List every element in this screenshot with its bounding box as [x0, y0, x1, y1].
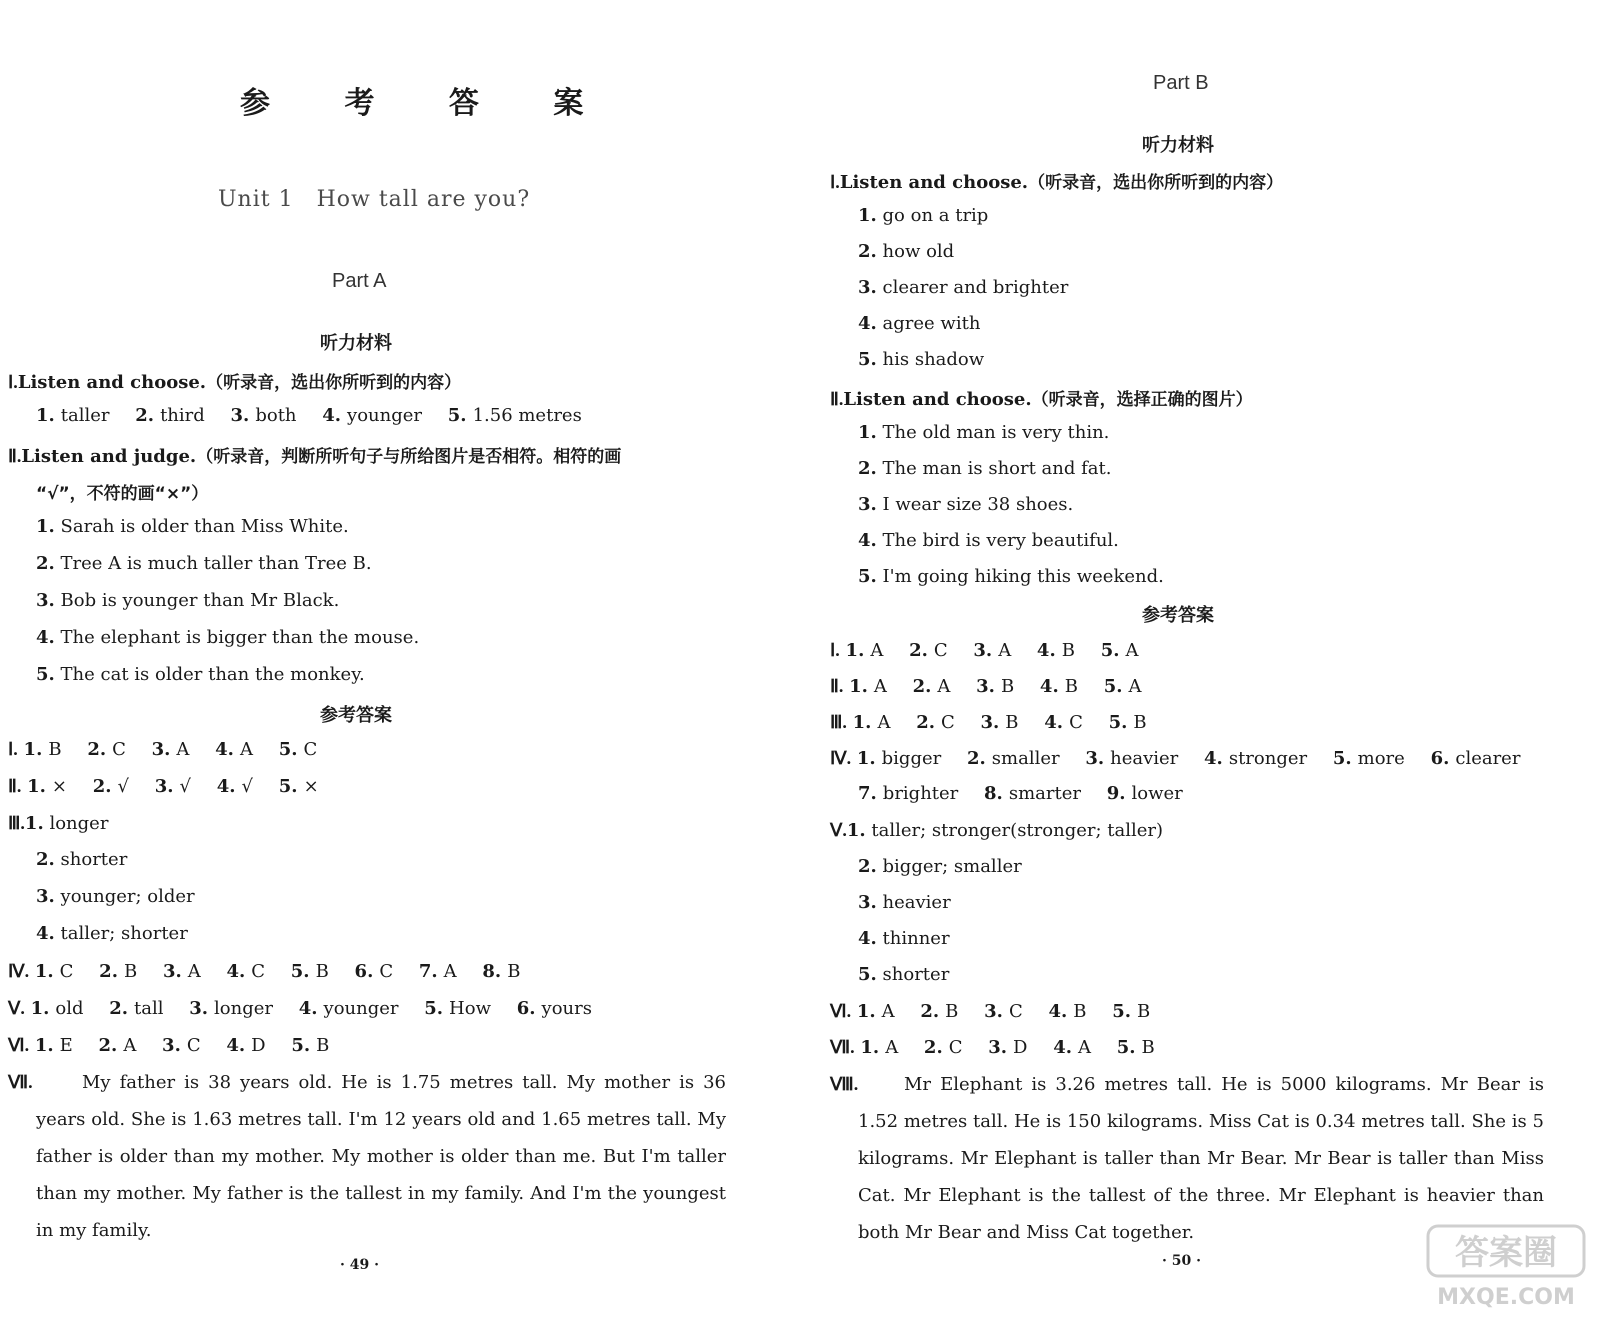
list-item: 3. Bob is younger than Mr Black.	[36, 590, 340, 611]
list-item: 1. go on a trip	[858, 205, 989, 226]
list-item: 2. how old	[858, 241, 955, 262]
answer-row-2: Ⅱ. 1. × 2. √ 3. √ 4. √ 5. ×	[8, 776, 319, 797]
list-item: 1. taller	[36, 405, 110, 426]
listening-heading: 听力材料	[320, 333, 392, 354]
answer-row-7-label: Ⅶ.	[8, 1072, 33, 1092]
list-item: 4. The elephant is bigger than the mouse.	[36, 627, 420, 648]
list-item: 2. The man is short and fat.	[858, 458, 1112, 479]
answer-row-3: Ⅲ.1. longer	[8, 813, 109, 834]
answer-row-6: Ⅵ. 1. E 2. A 3. C 4. D 5. B	[8, 1035, 330, 1056]
answer-row-4: Ⅳ. 1. bigger 2. smaller 3. heavier 4. stronger 5. more 6. clearer	[830, 748, 1521, 769]
list-item: 4. The bird is very beautiful.	[858, 530, 1119, 551]
answer-row-1: Ⅰ. 1. A 2. C 3. A 4. B 5. A	[830, 640, 1139, 661]
list-item: 3. younger; older	[36, 886, 195, 907]
main-title: 参 考 答 案	[240, 86, 616, 121]
answer-row-5: Ⅴ.1. taller; stronger(stronger; taller)	[830, 820, 1164, 841]
list-item: 5. his shadow	[858, 349, 985, 370]
list-item: 4. thinner	[858, 928, 950, 949]
watermark-logo	[1426, 1222, 1586, 1312]
list-item: 1. The old man is very thin.	[858, 422, 1110, 443]
list-item: 2. bigger; smaller	[858, 856, 1022, 877]
answer-row-5: Ⅴ. 1. old 2. tall 3. longer 4. younger 5. How 6. yours	[8, 998, 592, 1019]
answer-row-2: Ⅱ. 1. A 2. A 3. B 4. B 5. A	[830, 676, 1142, 697]
page-number: · 49 ·	[340, 1257, 379, 1273]
watermark-icon	[1426, 1222, 1586, 1312]
part-b-title: Part B	[1153, 72, 1209, 94]
list-item: 3. clearer and brighter	[858, 277, 1069, 298]
section-2-heading: Ⅱ.Listen and choose.（听录音，选择正确的图片）	[830, 389, 1253, 410]
list-item: 4. agree with	[858, 313, 981, 334]
list-item: 4. younger	[322, 405, 423, 426]
section-1-heading: Ⅰ.Listen and choose.（听录音，选出你所听到的内容）	[830, 172, 1284, 193]
list-item: 5. I'm going hiking this weekend.	[858, 566, 1164, 587]
list-item: 5. shorter	[858, 964, 950, 985]
section-2-heading: Ⅱ.Listen and judge.（听录音，判断所听句子与所给图片是否相符。相符的画	[8, 446, 622, 467]
passage-7: My father is 38 years old. He is 1.75 metres tall. My mother is 36 years old. She is 1.63 metres tall. I'm 12 years old and 1.65 metres tall. My father is older than my mother. My mother is older than me. But I'm taller than my mother. My father is the tallest in my family. And I'm the youngest in my family.	[36, 1072, 726, 1241]
watermark-url: MXQE.COM	[1437, 1285, 1575, 1310]
right-page	[800, 0, 1600, 1318]
watermark-logo-text: 答案圈	[1455, 1233, 1557, 1273]
part-a-title: Part A	[332, 270, 387, 292]
list-item: 3. both	[230, 405, 297, 426]
answer-row-1: Ⅰ. 1. B 2. C 3. A 4. A 5. C	[8, 739, 318, 760]
answer-row-4: Ⅳ. 1. C 2. B 3. A 4. C 5. B 6. C 7. A 8. B	[8, 961, 521, 982]
list-item: 2. shorter	[36, 849, 128, 870]
list-item: 4. taller; shorter	[36, 923, 188, 944]
listening-heading: 听力材料	[1142, 135, 1214, 156]
section-1-heading: Ⅰ.Listen and choose.（听录音，选出你所听到的内容）	[8, 372, 462, 393]
list-item: 3. heavier	[858, 892, 951, 913]
list-item: 5. The cat is older than the monkey.	[36, 664, 365, 685]
list-item: 2. Tree A is much taller than Tree B.	[36, 553, 372, 574]
answers-heading: 参考答案	[1142, 605, 1214, 626]
answer-row-6: Ⅵ. 1. A 2. B 3. C 4. B 5. B	[830, 1001, 1151, 1022]
passage-8: Mr Elephant is 3.26 metres tall. He is 5000 kilograms. Mr Bear is 1.52 metres tall. He is 150 kilograms. Miss Cat is 0.34 metres tall. She is 5 kilograms. Mr Elephant is taller than Mr Bear. Mr Bear is taller than Miss Cat. Mr Elephant is the tallest of the three. Mr Elephant is heavier than both Mr Bear and Miss Cat together.	[858, 1074, 1544, 1243]
list-item: 1. Sarah is older than Miss White.	[36, 516, 349, 537]
answer-row-8-label: Ⅷ.	[830, 1074, 859, 1094]
unit-title: Unit 1 How tall are you?	[218, 187, 531, 212]
answer-row-7: Ⅶ. 1. A 2. C 3. D 4. A 5. B	[830, 1037, 1155, 1058]
list-item: 3. I wear size 38 shoes.	[858, 494, 1074, 515]
section-1-items	[36, 405, 602, 427]
answer-row-4-cont: 7. brighter 8. smarter 9. lower	[858, 783, 1183, 804]
answer-row-3: Ⅲ. 1. A 2. C 3. B 4. C 5. B	[830, 712, 1147, 733]
list-item: 5. 1.56 metres	[447, 405, 582, 426]
page-number: · 50 ·	[1162, 1253, 1201, 1269]
section-2-heading-cont: “√”，不符的画“×”）	[36, 484, 209, 504]
list-item: 2. third	[135, 405, 205, 426]
answers-heading: 参考答案	[320, 705, 392, 726]
